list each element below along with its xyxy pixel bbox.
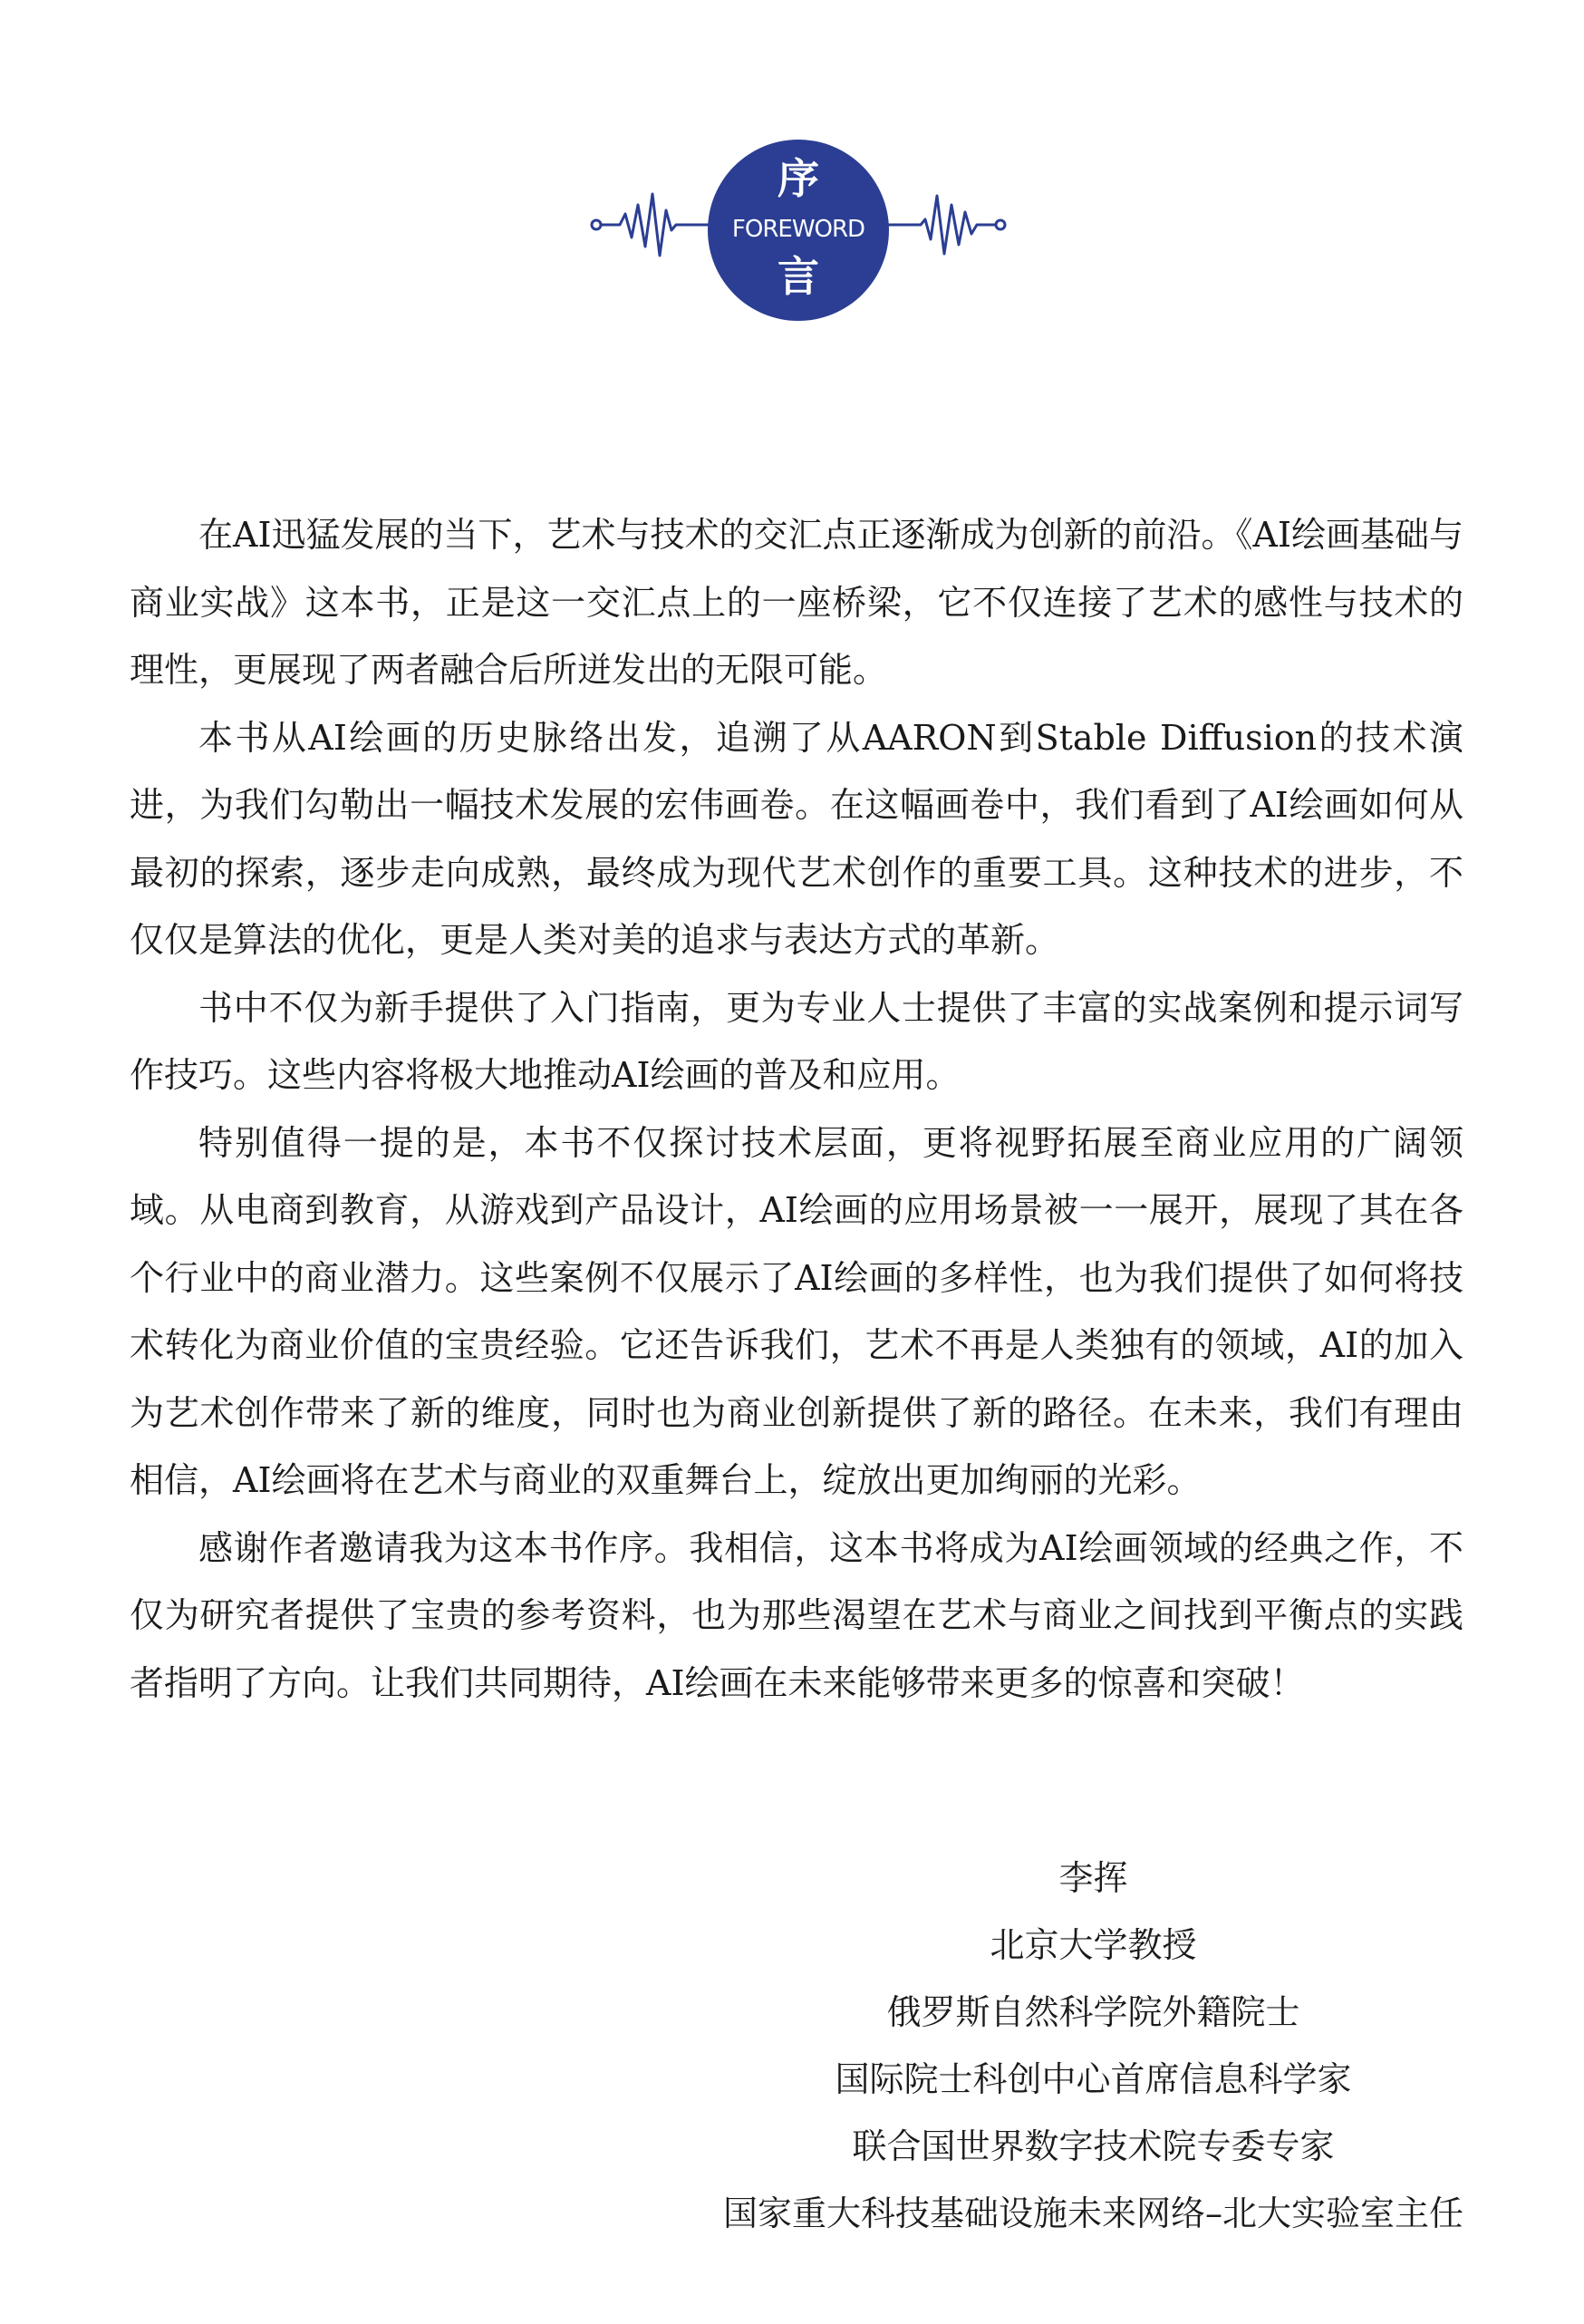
paragraph-2: 本书从AI绘画的历史脉络出发，追溯了从AARON到Stable Diffusion的技术演进，为我们勾勒出一幅技术发展的宏伟画卷。在这幅画卷中，我们看到了AI绘画如何从最初的探索，逐步走向成熟，最终成为现代艺术创作的重要工具。这种技术的进步，不仅仅是算法的优化，更是人类对美的追求与表达方式的革新。	[130, 717, 1463, 960]
wave-ornament-right-icon	[889, 196, 1005, 254]
signature-title-5: 国家重大科技基础设施未来网络–北大实验室主任	[722, 2193, 1463, 2233]
paragraph-1: 在AI迅猛发展的当下，艺术与技术的交汇点正逐渐成为创新的前沿。《AI绘画基础与商业实战》这本书，正是这一交汇点上的一座桥梁，它不仅连接了艺术的感性与技术的理性，更展现了两者融合后所迸发出的无限可能。	[130, 515, 1463, 690]
signature-block	[130, 1845, 1463, 2247]
badge-title-top: 序	[778, 154, 819, 203]
foreword-badge	[708, 140, 889, 321]
foreword-body	[130, 501, 1463, 1717]
paragraph-3: 书中不仅为新手提供了入门指南，更为专业人士提供了丰富的实战案例和提示词写作技巧。这些内容将极大地推动AI绘画的普及和应用。	[130, 987, 1463, 1095]
badge-title-bottom: 言	[778, 252, 819, 301]
signature-title-4: 联合国世界数字技术院专委专家	[852, 2126, 1335, 2166]
foreword-header	[0, 136, 1584, 326]
signature-column	[723, 1845, 1463, 2247]
signature-title-2: 俄罗斯自然科学院外籍院士	[886, 1992, 1300, 2032]
paragraph-5: 感谢作者邀请我为这本书作序。我相信，这本书将成为AI绘画领域的经典之作，不仅为研究者提供了宝贵的参考资料，也为那些渴望在艺术与商业之间找到平衡点的实践者指明了方向。让我们共同期待，AI绘画在未来能够带来更多的惊喜和突破！	[130, 1527, 1463, 1703]
wave-ornament-left-icon	[592, 194, 708, 256]
signature-title-3: 国际院士科创中心首席信息科学家	[835, 2059, 1352, 2099]
signature-title-1: 北京大学教授	[990, 1925, 1197, 1965]
paragraph-4: 特别值得一提的是，本书不仅探讨技术层面，更将视野拓展至商业应用的广阔领域。从电商到教育，从游戏到产品设计，AI绘画的应用场景被一一展开，展现了其在各个行业中的商业潜力。这些案例不仅展示了AI绘画的多样性，也为我们提供了如何将技术转化为商业价值的宝贵经验。它还告诉我们，艺术不再是人类独有的领域，AI的加入为艺术创作带来了新的维度，同时也为商业创新提供了新的路径。在未来，我们有理由相信，AI绘画将在艺术与商业的双重舞台上，绽放出更加绚丽的光彩。	[130, 1122, 1463, 1500]
badge-title-english: FOREWORD	[731, 216, 865, 243]
signature-name: 李挥	[1058, 1858, 1128, 1898]
